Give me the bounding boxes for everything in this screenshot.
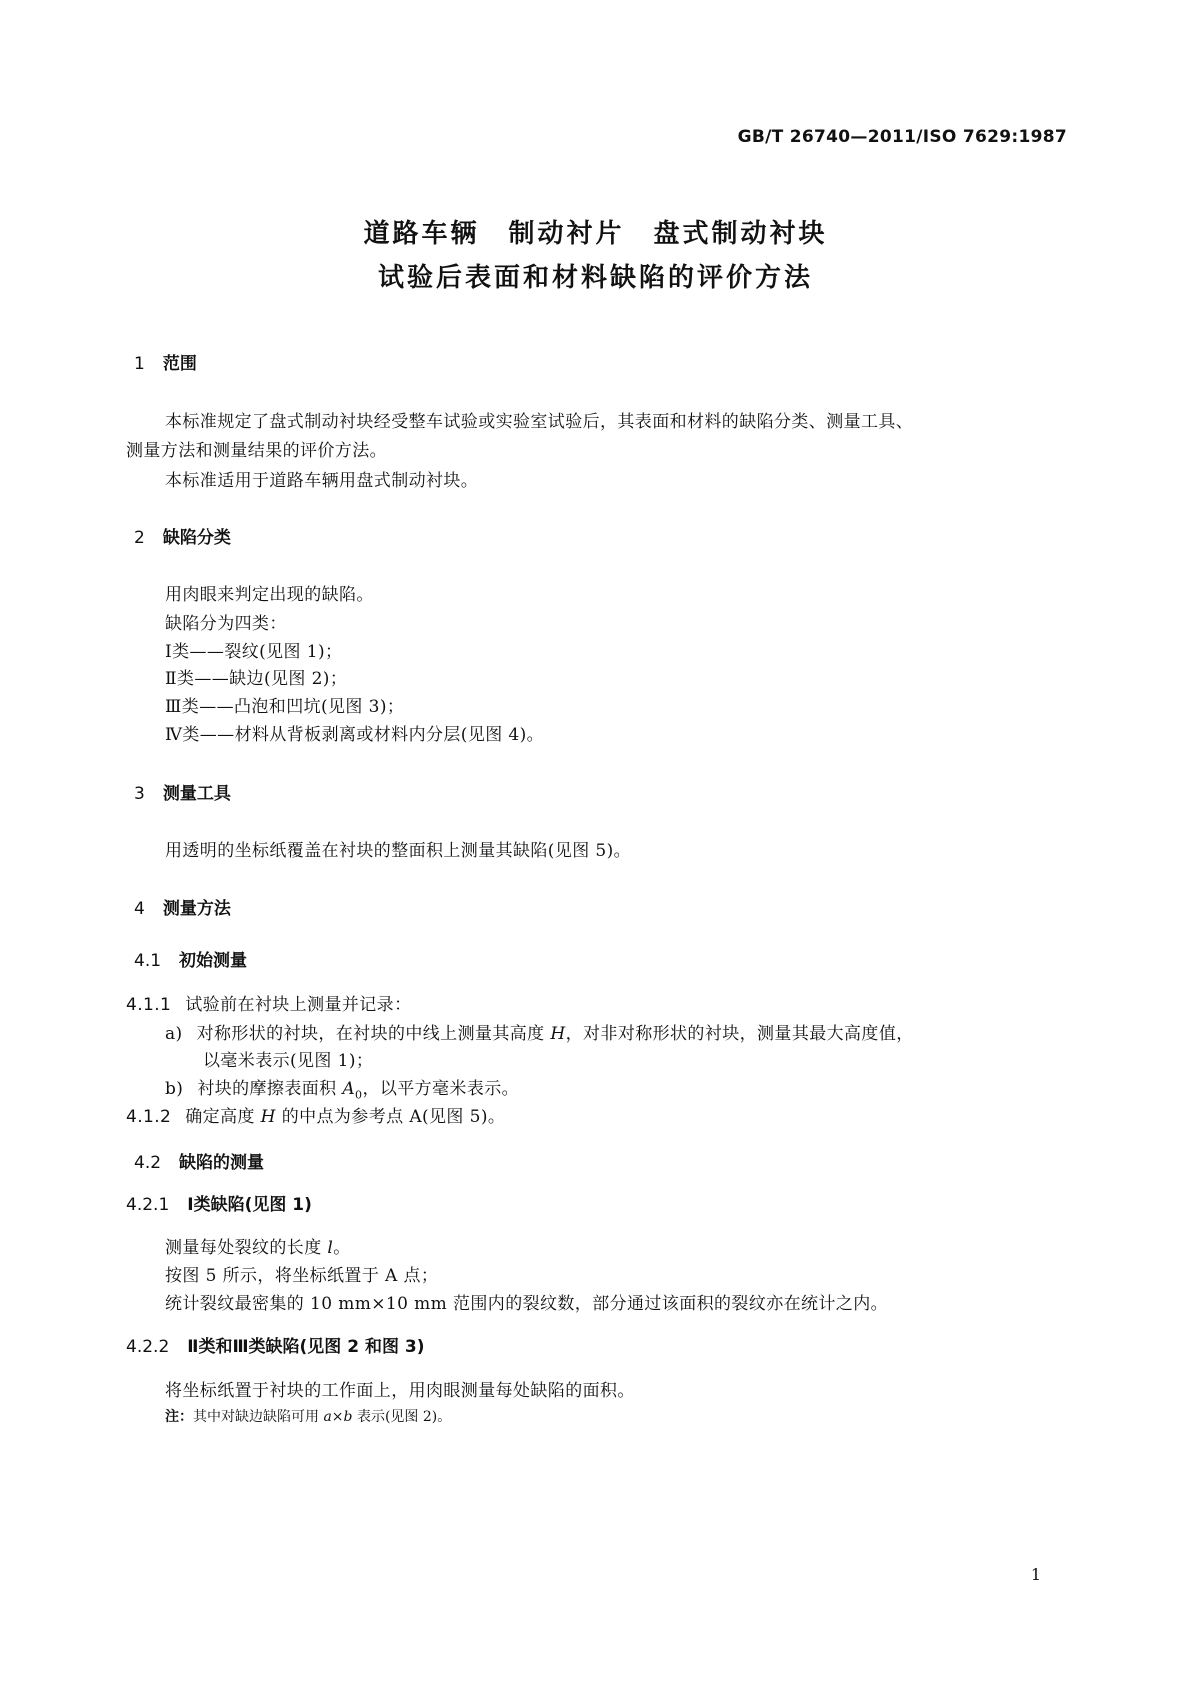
list-item-a (165, 1019, 914, 1044)
clause-text: 确定高度 (185, 1107, 261, 1127)
section-number: 4.1 (134, 951, 162, 971)
variable: H (550, 1024, 566, 1044)
paragraph: 本标准适用于道路车辆用盘式制动衬块。 (165, 471, 479, 491)
section-title: 缺陷分类 (162, 528, 231, 548)
note-label: 注： (165, 1409, 193, 1425)
section-title: 测量方法 (162, 899, 231, 919)
paragraph: 缺陷分为四类： (165, 614, 287, 634)
clause-4-1-2 (126, 1102, 505, 1127)
variable: a×b (323, 1409, 353, 1425)
clause-4-1-1 (126, 990, 411, 1015)
section-3-heading (134, 779, 231, 804)
section-number: 4.2.2 (126, 1337, 170, 1357)
paragraph-text: 测量每处裂纹的长度 (165, 1238, 328, 1258)
list-item: Ⅲ类——凸泡和凹坑(见图 3)； (165, 697, 405, 717)
list-item-b (165, 1074, 519, 1101)
list-item: Ⅰ类——裂纹(见图 1)； (165, 642, 343, 662)
section-title: Ⅱ类和Ⅲ类缺陷(见图 2 和图 3) (187, 1337, 425, 1357)
note (165, 1406, 451, 1426)
paragraph: 按图 5 所示，将坐标纸置于 A 点； (165, 1266, 439, 1286)
list-label: b) (165, 1079, 184, 1099)
section-1-heading (134, 349, 197, 374)
subscript: 0 (355, 1088, 363, 1102)
paragraph: 统计裂纹最密集的 10 mm×10 mm 范围内的裂纹数，部分通过该面积的裂纹亦在统计之内。 (165, 1294, 889, 1314)
document-title-line1: 道路车辆 制动衬片 盘式制动衬块 (363, 219, 828, 249)
note-text: 表示(见图 2)。 (352, 1409, 452, 1425)
list-item-a-continued: 以毫米表示(见图 1)； (203, 1051, 374, 1071)
section-number: 4.2 (134, 1153, 162, 1173)
variable: l (327, 1238, 334, 1258)
section-number: 3 (134, 784, 145, 804)
section-title: 缺陷的测量 (179, 1153, 265, 1173)
paragraph: 将坐标纸置于衬块的工作面上，用肉眼测量每处缺陷的面积。 (165, 1381, 635, 1401)
list-text: ，对非对称形状的衬块，测量其最大高度值， (565, 1024, 914, 1044)
clause-text: 的中点为参考点 A(见图 5)。 (275, 1107, 506, 1127)
clause-number: 4.1.2 (126, 1107, 172, 1127)
paragraph (165, 1233, 351, 1258)
variable: A (342, 1079, 356, 1099)
section-number: 2 (134, 528, 145, 548)
paragraph: 本标准规定了盘式制动衬块经受整车试验或实验室试验后，其表面和材料的缺陷分类、测量工具、 (165, 412, 914, 432)
page-number: 1 (1030, 1565, 1041, 1584)
section-number: 4 (134, 899, 145, 919)
section-4-2-heading (134, 1148, 264, 1173)
list-text: 衬块的摩擦表面积 (197, 1079, 343, 1099)
section-4-1-heading (134, 946, 247, 971)
paragraph: 用透明的坐标纸覆盖在衬块的整面积上测量其缺陷(见图 5)。 (165, 841, 632, 861)
note-text: 其中对缺边缺陷可用 (193, 1409, 324, 1425)
list-item: Ⅱ类——缺边(见图 2)； (165, 669, 348, 689)
standard-number: GB/T 26740—2011/ISO 7629:1987 (737, 127, 1067, 147)
paragraph: 测量方法和测量结果的评价方法。 (126, 441, 387, 461)
paragraph-text: 。 (333, 1238, 351, 1258)
section-4-2-1-heading (126, 1190, 312, 1215)
section-4-2-2-heading (126, 1332, 425, 1357)
variable: H (260, 1107, 276, 1127)
list-text: ，以平方毫米表示。 (362, 1079, 520, 1099)
paragraph: 用肉眼来判定出现的缺陷。 (165, 585, 374, 605)
section-number: 1 (134, 354, 145, 374)
clause-text: 试验前在衬块上测量并记录： (185, 995, 412, 1015)
list-item: Ⅳ类——材料从背板剥离或材料内分层(见图 4)。 (165, 725, 545, 745)
section-title: Ⅰ类缺陷(见图 1) (187, 1195, 312, 1215)
section-number: 4.2.1 (126, 1195, 170, 1215)
section-title: 初始测量 (179, 951, 248, 971)
section-2-heading (134, 523, 231, 548)
document-title-line2: 试验后表面和材料缺陷的评价方法 (377, 263, 813, 293)
section-title: 范围 (162, 354, 197, 374)
list-text: 对称形状的衬块，在衬块的中线上测量其高度 (196, 1024, 551, 1044)
section-title: 测量工具 (162, 784, 231, 804)
list-label: a) (165, 1024, 183, 1044)
clause-number: 4.1.1 (126, 995, 172, 1015)
section-4-heading (134, 894, 231, 919)
